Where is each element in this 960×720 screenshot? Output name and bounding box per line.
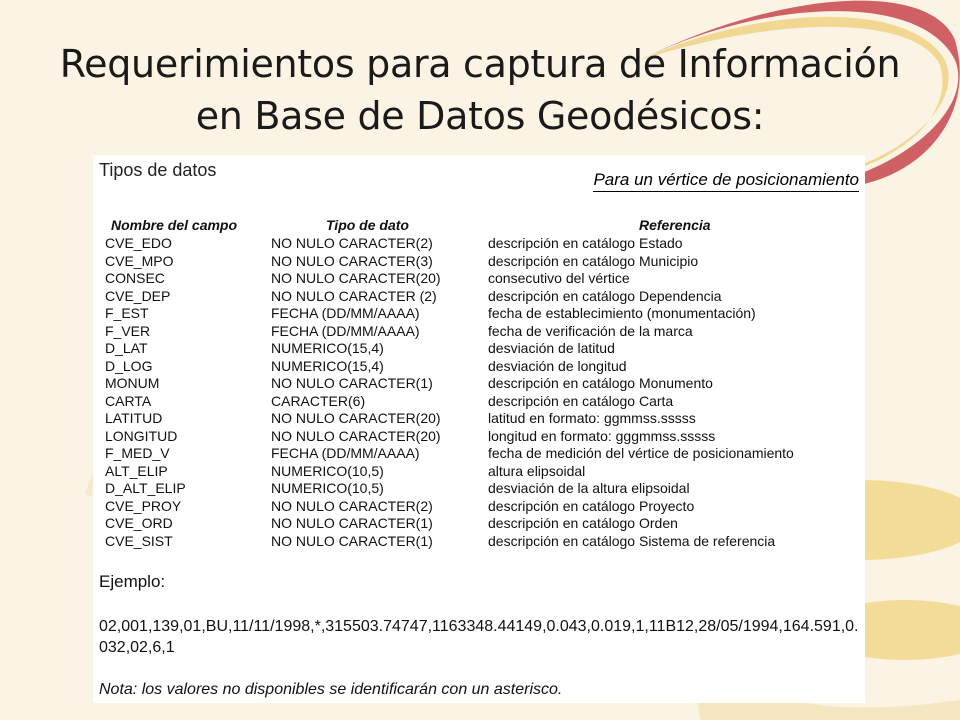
- field-type: NUMERICO(10,5): [271, 480, 384, 496]
- table-row: [93, 428, 865, 446]
- field-reference: descripción en catálogo Orden: [488, 515, 678, 531]
- field-reference: consecutivo del vértice: [488, 270, 630, 286]
- field-type: NO NULO CARACTER(20): [271, 270, 441, 286]
- field-reference: descripción en catálogo Proyecto: [488, 497, 695, 514]
- note-text: Nota: los valores no disponibles se identificarán con un asterisco.: [99, 681, 563, 698]
- field-type: NO NULO CARACTER(20): [271, 410, 441, 426]
- field-name: CVE_ORD: [105, 515, 173, 531]
- field-reference: descripción en catálogo Estado: [488, 235, 683, 251]
- example-label: Ejemplo:: [99, 572, 166, 591]
- field-name: CVE_PROY: [105, 497, 182, 514]
- field-name: CVE_SIST: [105, 532, 173, 549]
- table-row: [93, 375, 865, 393]
- field-reference: latitud en formato: ggmmss.sssss: [488, 410, 696, 426]
- field-type: NO NULO CARACTER(1): [271, 515, 433, 531]
- table-header: [93, 217, 865, 235]
- table-row: [93, 515, 865, 533]
- table-row: [93, 445, 865, 463]
- field-type: NUMERICO(10,5): [271, 462, 384, 479]
- field-name: ALT_ELIP: [105, 462, 168, 479]
- table-row: [93, 305, 865, 323]
- table-row: [93, 323, 865, 341]
- field-type: NO NULO CARACTER (2): [271, 287, 437, 304]
- field-reference: descripción en catálogo Dependencia: [488, 287, 722, 304]
- field-name: CVE_EDO: [105, 235, 172, 251]
- field-name: D_ALT_ELIP: [105, 480, 186, 496]
- table-row: [93, 340, 865, 358]
- panel-subtitle: Para un vértice de posicionamiento: [593, 170, 859, 192]
- fields-table: [93, 235, 865, 550]
- field-reference: descripción en catálogo Municipio: [488, 252, 699, 269]
- panel-heading: Tipos de datos: [99, 160, 217, 180]
- field-type: FECHA (DD/MM/AAAA): [271, 445, 420, 461]
- field-type: CARACTER(6): [271, 392, 366, 409]
- table-row: [93, 533, 865, 551]
- example-value: 02,001,139,01,BU,11/11/1998,*,315503.74747,1163348.44149,0.043,0.019,1,11B12,28/05/1994,164.591,0.032,02,6,1: [99, 618, 859, 656]
- field-reference: descripción en catálogo Sistema de referencia: [488, 532, 776, 549]
- field-type: FECHA (DD/MM/AAAA): [271, 305, 420, 321]
- field-name: F_EST: [105, 305, 149, 321]
- table-row: [93, 410, 865, 428]
- field-name: CVE_MPO: [105, 252, 174, 269]
- data-types-panel: [93, 155, 865, 703]
- field-name: CONSEC: [105, 270, 165, 286]
- table-row: [93, 253, 865, 271]
- field-reference: altura elipsoidal: [488, 462, 586, 479]
- field-type: NO NULO CARACTER(2): [271, 497, 433, 514]
- column-header-name: Nombre del campo: [111, 217, 238, 233]
- field-type: NO NULO CARACTER(1): [271, 375, 433, 391]
- field-reference: descripción en catálogo Monumento: [488, 375, 713, 391]
- field-name: MONUM: [105, 375, 160, 391]
- field-type: NO NULO CARACTER(3): [271, 252, 433, 269]
- table-row: [93, 288, 865, 306]
- column-header-type: Tipo de dato: [326, 217, 409, 233]
- field-reference: fecha de medición del vértice de posicionamiento: [488, 445, 794, 461]
- field-name: LONGITUD: [105, 427, 178, 444]
- table-row: [93, 463, 865, 481]
- table-row: [93, 480, 865, 498]
- field-name: D_LAT: [105, 340, 148, 356]
- field-type: NUMERICO(15,4): [271, 340, 384, 356]
- table-row: [93, 393, 865, 411]
- field-reference: fecha de establecimiento (monumentación): [488, 305, 756, 321]
- table-row: [93, 270, 865, 288]
- table-row: [93, 235, 865, 253]
- slide-title: Requerimientos para captura de Información en Base de Datos Geodésicos:: [59, 42, 901, 138]
- field-reference: desviación de latitud: [488, 340, 615, 356]
- field-name: LATITUD: [105, 410, 163, 426]
- field-name: CVE_DEP: [105, 287, 171, 304]
- field-type: NO NULO CARACTER(1): [271, 532, 433, 549]
- field-name: D_LOG: [105, 357, 153, 374]
- field-reference: desviación de longitud: [488, 357, 627, 374]
- field-reference: longitud en formato: gggmmss.sssss: [488, 427, 716, 444]
- table-row: [93, 358, 865, 376]
- table-row: [93, 498, 865, 516]
- field-reference: fecha de verificación de la marca: [488, 322, 693, 339]
- field-reference: desviación de la altura elipsoidal: [488, 480, 690, 496]
- field-name: F_VER: [105, 322, 151, 339]
- column-header-reference: Referencia: [639, 217, 711, 233]
- field-reference: descripción en catálogo Carta: [488, 392, 674, 409]
- field-type: FECHA (DD/MM/AAAA): [271, 322, 420, 339]
- field-type: NO NULO CARACTER(20): [271, 427, 441, 444]
- field-type: NUMERICO(15,4): [271, 357, 384, 374]
- field-type: NO NULO CARACTER(2): [271, 235, 433, 251]
- field-name: CARTA: [105, 392, 152, 409]
- field-name: F_MED_V: [105, 445, 170, 461]
